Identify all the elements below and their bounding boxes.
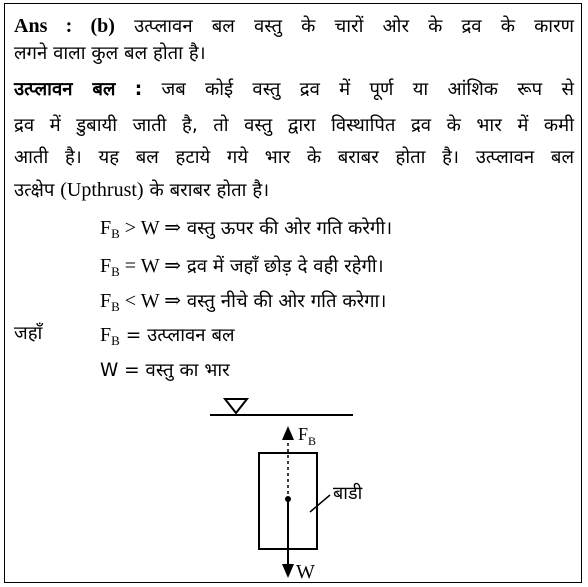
condition-result: द्रव में जहाँ छोड़ दे वही रहेगी। [186,256,384,277]
fb-definition: = उत्प्लावन बल [125,325,235,346]
upthrust-hindi: उत्क्षेप [14,180,55,201]
surface-triangle-icon [225,399,247,413]
weight-arrowhead [282,564,294,578]
condition-lhs: F [100,290,112,312]
fb-symbol: F [100,324,112,346]
w-arrow-label: W [296,561,315,583]
body-label: बाडी [333,483,363,504]
condition-lhs: F [100,217,112,239]
condition-sub: B [111,226,120,241]
condition-sub: B [111,299,120,314]
definition-line-3: आती है। यह बल हटाये गये भार के बराबर होता है। उत्प्लावन बल [14,147,574,168]
fb-subscript: B [111,333,120,348]
where-w-row: W = वस्तु का भार [100,360,230,381]
where-label: जहाँ [14,323,43,344]
definition-text-1: जब कोई वस्तु द्रव में पूर्ण या आंशिक रूप से [161,79,574,100]
condition-operator: < W ⇒ [124,290,181,312]
definition-colon: : [134,79,143,100]
answer-text-1: उत्प्लावन बल वस्तु के चारों ओर के द्रव के कारण [134,16,575,37]
condition-result: वस्तु नीचे की ओर गति करेगा। [186,291,387,312]
answer-prefix: Ans : (b) [14,15,115,37]
fb-arrow-label: $F_B$ [298,424,317,448]
condition-operator: > W ⇒ [124,217,181,239]
definition-text-4: के बराबर होता है। [149,180,270,201]
condition-lhs: F [100,255,112,277]
condition-result: वस्तु ऊपर की ओर गति करेगी। [186,218,393,239]
body-label-leader [310,495,330,512]
condition-operator: = W ⇒ [124,255,181,277]
upthrust-arrowhead [282,426,294,440]
upthrust-english: (Upthrust) [60,179,144,201]
definition-line-2: द्रव में डुबायी जाती है, तो वस्तु द्वारा विस्थापित द्रव के भार में कमी [14,115,574,136]
definition-term: उत्प्लावन बल [14,79,116,100]
condition-sub: B [111,264,120,279]
answer-line-2: लगने वाला कुल बल होता है। [14,43,206,64]
